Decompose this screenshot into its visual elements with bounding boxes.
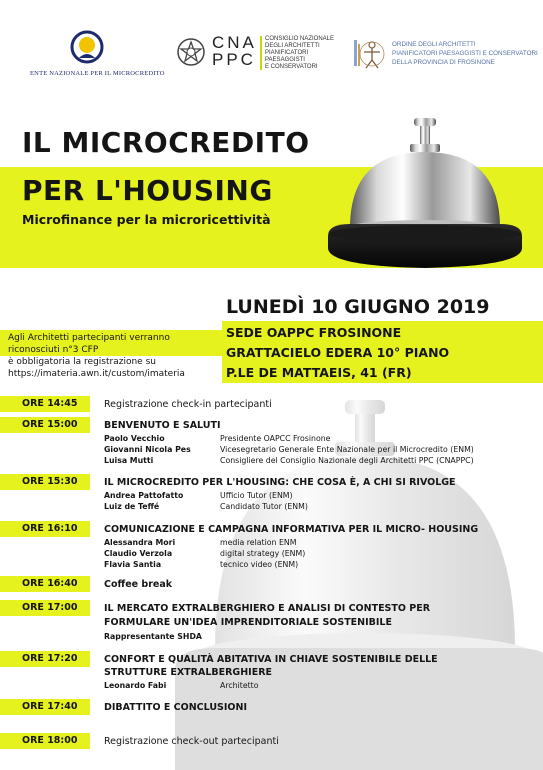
agenda-item-title: Registrazione check-in partecipanti (104, 399, 272, 410)
agenda-item-title: DIBATTITO E CONCLUSIONI (104, 702, 247, 713)
agenda-item-title: CONFORT E QUALITÀ ABITATIVA IN CHIAVE SOSTENIBILE DELLE (104, 654, 438, 665)
event-date: LUNEDÌ 10 GIUGNO 2019 (226, 296, 490, 318)
agenda-item-title: COMUNICAZIONE E CAMPAGNA INFORMATIVA PER IL MICRO- HOUSING (104, 524, 479, 535)
speaker-name: Rappresentante SHDA (104, 632, 202, 641)
speaker-role: Ufficio Tutor (ENM) (220, 491, 293, 500)
time-badge: ORE 16:10 (0, 521, 90, 537)
speaker-name: Luisa Mutti (104, 456, 154, 465)
time-badge: ORE 15:30 (0, 474, 90, 490)
cfp-note: Agli Architetti partecipanti verranno riconosciuti n°3 CFP (8, 333, 170, 355)
enm-logo-icon (70, 30, 104, 64)
venue-line-1: SEDE OAPPC FROSINONE (226, 325, 402, 340)
speaker-role: Consigliere del Consiglio Nazionale degli Architetti PPC (CNAPPC) (220, 456, 474, 465)
speaker-name: Andrea Pattofatto (104, 491, 184, 500)
cna-full-name: CONSIGLIO NAZIONALE DEGLI ARCHITETTI PIANIFICATORI PAESAGGISTI E CONSERVATORI (265, 36, 335, 70)
time-badge: ORE 14:45 (0, 396, 90, 412)
speaker-name: Luiz de Teffé (104, 502, 160, 511)
italian-emblem-icon (176, 36, 206, 68)
time-badge: ORE 18:00 (0, 733, 90, 749)
speaker-role: Presidente OAPCC Frosinone (220, 434, 331, 443)
ordine-logo-icon (352, 36, 386, 70)
agenda-item-title: Coffee break (104, 579, 173, 590)
agenda-item-title: IL MICROCREDITO PER L'HOUSING: CHE COSA È, A CHI SI RIVOLGE (104, 477, 456, 488)
speaker-name: Giovanni Nicola Pes (104, 445, 191, 454)
registration-note: è obbligatoria la registrazione su https://imateria.awn.it/custom/imateria (8, 356, 223, 380)
time-badge: ORE 15:00 (0, 417, 90, 433)
speaker-name: Claudio Verzola (104, 549, 173, 558)
speaker-name: Paolo Vecchio (104, 434, 165, 443)
speaker-name: Leonardo Fabi (104, 681, 167, 690)
speaker-role: tecnico video (ENM) (220, 560, 299, 569)
speaker-role: Vicesegretario Generale Ente Nazionale per il Microcredito (ENM) (220, 445, 474, 454)
service-bell-icon (310, 108, 540, 283)
venue-line-3: P.LE DE MATTAEIS, 41 (FR) (226, 365, 412, 380)
agenda-item-title: Registrazione check-out partecipanti (104, 736, 279, 747)
registration-link[interactable]: https://imateria.awn.it/custom/imateria (8, 369, 185, 379)
subtitle: Microfinance per la microricettività (22, 212, 271, 227)
speaker-role: digital strategy (ENM) (220, 549, 306, 558)
time-badge: ORE 17:20 (0, 651, 90, 667)
agenda-item-title-cont: FORMULARE UN'IDEA IMPRENDITORIALE SOSTENIBILE (104, 617, 392, 628)
speaker-role: media relation ENM (220, 538, 297, 547)
speaker-name: Alessandra Mori (104, 538, 176, 547)
enm-name: ENTE NAZIONALE PER IL MICROCREDITO (30, 70, 165, 77)
time-badge: ORE 17:40 (0, 699, 90, 715)
venue-line-2: GRATTACIELO EDERA 10° PIANO (226, 345, 450, 360)
speaker-role: Candidato Tutor (ENM) (220, 502, 308, 511)
cna-short: CNA PPC (212, 33, 257, 69)
agenda-item-title: BENVENUTO E SALUTI (104, 420, 221, 431)
ordine-name: ORDINE DEGLI ARCHITETTI PIANIFICATORI PAESAGGISTI E CONSERVATORI DELLA PROVINCIA DI FROSINONE (392, 41, 538, 66)
venue (226, 323, 449, 383)
agenda-item-title-cont: STRUTTURE EXTRALBERGHIERE (104, 667, 272, 678)
speaker-name: Flavia Santia (104, 560, 162, 569)
cna-separator (260, 36, 262, 70)
speaker-role: Architetto (220, 681, 259, 690)
time-badge: ORE 16:40 (0, 576, 90, 592)
time-badge: ORE 17:00 (0, 600, 90, 616)
title-line-2: PER L'HOUSING (22, 174, 273, 207)
agenda-item-title: IL MERCATO EXTRALBERGHIERO E ANALISI DI CONTESTO PER (104, 603, 431, 614)
title-line-1: IL MICROCREDITO (22, 126, 310, 159)
